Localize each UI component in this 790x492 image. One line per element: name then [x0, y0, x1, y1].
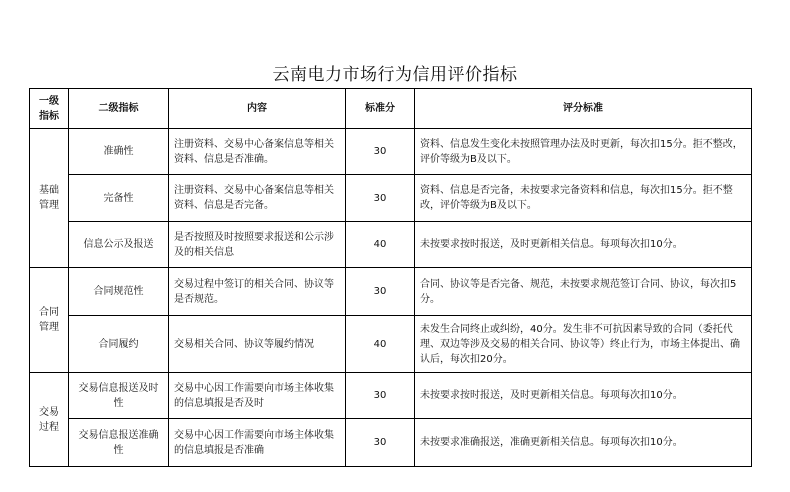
- indicator-cell: 合同规范性: [69, 268, 169, 316]
- score-cell: 30: [346, 373, 415, 419]
- score-cell: 30: [346, 175, 415, 222]
- criteria-cell: 未按要求准确报送，准确更新相关信息。每项每次扣10分。: [415, 419, 752, 467]
- table-row: [30, 316, 752, 373]
- score-cell: 30: [346, 268, 415, 316]
- criteria-cell: 合同、协议等是否完备、规范，未按要求规范签订合同、协议，每次扣5分。: [415, 268, 752, 316]
- table-row: [30, 373, 752, 419]
- category-cell: 基础 管理: [30, 129, 69, 268]
- content-cell: 交易中心因工作需要向市场主体收集的信息填报是否及时: [169, 373, 346, 419]
- header-level1: 一级 指标: [30, 89, 69, 129]
- table-row: [30, 129, 752, 175]
- indicator-table: [29, 88, 752, 467]
- content-cell: 交易中心因工作需要向市场主体收集的信息填报是否准确: [169, 419, 346, 467]
- header-row: [30, 89, 752, 129]
- indicator-cell: 合同履约: [69, 316, 169, 373]
- page-title: 云南电力市场行为信用评价指标: [272, 65, 518, 85]
- header-level2: 二级指标: [69, 89, 169, 129]
- category-cell: 合同 管理: [30, 268, 69, 373]
- table-row: [30, 175, 752, 222]
- indicator-cell: 交易信息报送及时性: [69, 373, 169, 419]
- criteria-cell: 未按要求按时报送，及时更新相关信息。每项每次扣10分。: [415, 222, 752, 268]
- category-cell: 交易 过程: [30, 373, 69, 467]
- criteria-cell: 资料、信息发生变化未按照管理办法及时更新，每次扣15分。拒不整改，评价等级为B及以下。: [415, 129, 752, 175]
- content-cell: 交易过程中签订的相关合同、协议等是否规范。: [169, 268, 346, 316]
- content-cell: 交易相关合同、协议等履约情况: [169, 316, 346, 373]
- table-row: [30, 419, 752, 467]
- indicator-cell: 交易信息报送准确性: [69, 419, 169, 467]
- indicator-cell: 信息公示及报送: [69, 222, 169, 268]
- score-cell: 30: [346, 419, 415, 467]
- criteria-cell: 资料、信息是否完备，未按要求完备资料和信息，每次扣15分。拒不整改，评价等级为B及以下。: [415, 175, 752, 222]
- indicator-cell: 完备性: [69, 175, 169, 222]
- content-cell: 注册资料、交易中心备案信息等相关资料、信息是否完备。: [169, 175, 346, 222]
- score-cell: 40: [346, 316, 415, 373]
- content-cell: 是否按照及时按照要求报送和公示涉及的相关信息: [169, 222, 346, 268]
- score-cell: 30: [346, 129, 415, 175]
- table-row: [30, 222, 752, 268]
- content-cell: 注册资料、交易中心备案信息等相关资料、信息是否准确。: [169, 129, 346, 175]
- header-content: 内容: [169, 89, 346, 129]
- table-row: [30, 268, 752, 316]
- criteria-cell: 未按要求按时报送，及时更新相关信息。每项每次扣10分。: [415, 373, 752, 419]
- score-cell: 40: [346, 222, 415, 268]
- header-score: 标准分: [346, 89, 415, 129]
- criteria-cell: 未发生合同终止或纠纷，40分。发生非不可抗因素导致的合同（委托代理、双边等涉及交易的相关合同、协议等）终止行为，市场主体提出、确认后，每次扣20分。: [415, 316, 752, 373]
- indicator-cell: 准确性: [69, 129, 169, 175]
- header-criteria: 评分标准: [415, 89, 752, 129]
